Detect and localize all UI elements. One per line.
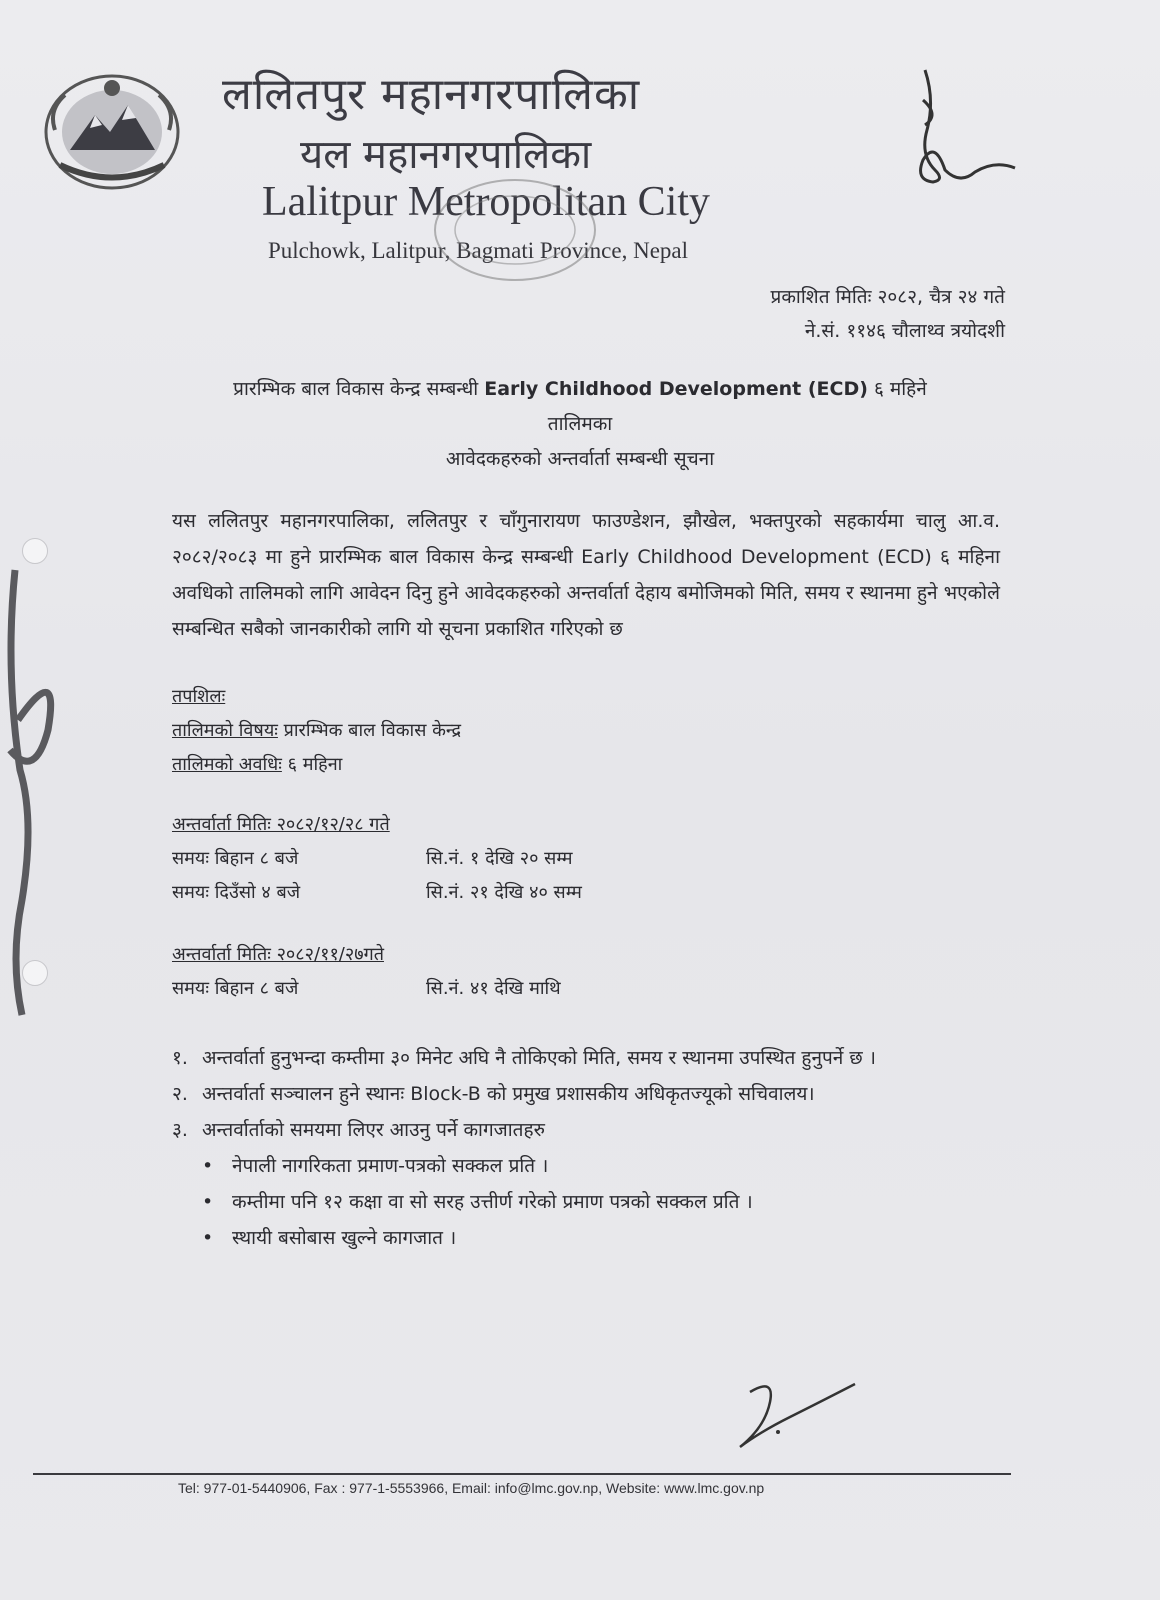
top-signature-mark bbox=[905, 60, 1035, 190]
list-item-text: अन्तर्वार्ताको समयमा लिएर आउनु पर्ने कागजातहरु bbox=[202, 1119, 545, 1141]
list-item bbox=[172, 1076, 972, 1112]
footer-divider bbox=[33, 1473, 1011, 1475]
slot-time: समयः दिउँसो ४ बजे bbox=[172, 882, 301, 903]
interview-slot bbox=[172, 876, 582, 910]
list-item-text: अन्तर्वार्ता हुनुभन्दा कम्तीमा ३० मिनेट अघि नै तोकिएको मिति, समय र स्थानमा उपस्थित हुनुपर्ने छ । bbox=[202, 1047, 876, 1069]
bullet-icon: • bbox=[202, 1191, 214, 1213]
training-duration-row bbox=[172, 748, 461, 782]
document-item bbox=[202, 1184, 972, 1220]
municipality-title-nepali: ललितपुर महानगरपालिका bbox=[222, 69, 641, 120]
subject-line-1-pre: प्रारम्भिक बाल विकास केन्द्र सम्बन्धी bbox=[233, 378, 479, 400]
document-text: स्थायी बसोबास खुल्ने कागजात । bbox=[232, 1227, 457, 1249]
training-duration-value: ६ महिना bbox=[287, 754, 343, 775]
municipality-title-english: Lalitpur Metropolitan City bbox=[262, 179, 710, 225]
training-subject-row bbox=[172, 714, 461, 748]
details-heading: तपशिलः bbox=[172, 686, 226, 707]
list-item-number: १. bbox=[172, 1047, 188, 1069]
notice-subject bbox=[160, 372, 1000, 477]
published-date: प्रकाशित मितिः २०८२, चैत्र २४ गते bbox=[770, 286, 1005, 308]
interview-schedule-2 bbox=[172, 938, 561, 1006]
subject-line-2: तालिमका bbox=[547, 413, 613, 435]
interview-schedule-1 bbox=[172, 808, 582, 910]
publication-dates bbox=[771, 280, 1005, 348]
required-documents-list bbox=[202, 1148, 972, 1256]
training-duration-label: तालिमको अवधिः bbox=[172, 754, 282, 775]
punch-hole bbox=[22, 960, 48, 986]
municipality-address: Pulchowk, Lalitpur, Bagmati Province, Nepal bbox=[268, 238, 689, 263]
interview-date: अन्तर्वार्ता मितिः २०८२/११/२७गते bbox=[172, 944, 384, 965]
subject-line-1-post: ६ महिने bbox=[873, 378, 927, 400]
document-text: कम्तीमा पनि १२ कक्षा वा सो सरह उत्तीर्ण गरेको प्रमाण पत्रको सक्कल प्रति । bbox=[232, 1191, 753, 1213]
slot-range: सि.नं. १ देखि २० सम्म bbox=[426, 848, 573, 869]
document-text: नेपाली नागरिकता प्रमाण-पत्रको सक्कल प्रति । bbox=[232, 1155, 549, 1177]
slot-time: समयः बिहान ८ बजे bbox=[172, 848, 299, 869]
nepal-sambat-date: ने.सं. ११४६ चौलाथ्व त्रयोदशी bbox=[804, 320, 1005, 342]
municipality-title-newari: यल महानगरपालिका bbox=[300, 132, 592, 178]
training-subject-value: प्रारम्भिक बाल विकास केन्द्र bbox=[283, 720, 462, 741]
list-item bbox=[172, 1112, 972, 1148]
list-item-text: अन्तर्वार्ता सञ्चालन हुने स्थानः Block-B को प्रमुख प्रशासकीय अधिकृतज्यूको सचिवालय। bbox=[202, 1083, 815, 1105]
slot-range: सि.नं. ४१ देखि माथि bbox=[426, 978, 561, 999]
document-item bbox=[202, 1220, 972, 1256]
officer-signature bbox=[730, 1372, 860, 1452]
document-item bbox=[202, 1148, 972, 1184]
subject-line-1 bbox=[160, 372, 1000, 407]
punch-hole bbox=[22, 538, 48, 564]
interview-date: अन्तर्वार्ता मितिः २०८२/१२/२८ गते bbox=[172, 814, 390, 835]
bullet-icon: • bbox=[202, 1227, 214, 1249]
list-item-number: २. bbox=[172, 1083, 188, 1105]
slot-time: समयः बिहान ८ बजे bbox=[172, 978, 299, 999]
interview-slot bbox=[172, 972, 561, 1006]
slot-range: सि.नं. २१ देखि ४० सम्म bbox=[426, 882, 582, 903]
training-details bbox=[172, 680, 461, 782]
interview-slot bbox=[172, 842, 582, 876]
footer-contact: Tel: 977-01-5440906, Fax : 977-1-5553966, Email: info@lmc.gov.np, Website: www.lmc.gov.np bbox=[178, 1480, 765, 1496]
list-item bbox=[172, 1040, 972, 1076]
list-item-number: ३. bbox=[172, 1119, 188, 1141]
nepal-emblem-icon bbox=[40, 70, 185, 192]
office-stamp-icon bbox=[425, 170, 605, 290]
training-subject-label: तालिमको विषयः bbox=[172, 720, 278, 741]
subject-line-1-english: Early Childhood Development (ECD) bbox=[484, 378, 868, 400]
subject-line-3: आवेदकहरुको अन्तर्वार्ता सम्बन्धी सूचना bbox=[445, 448, 715, 470]
instructions-list bbox=[172, 1040, 972, 1256]
bullet-icon: • bbox=[202, 1155, 214, 1177]
binding-string-icon bbox=[0, 520, 60, 1020]
notice-body-paragraph: यस ललितपुर महानगरपालिका, ललितपुर र चाँगुनारायण फाउण्डेशन, झौखेल, भक्तपुरको सहकार्यमा चालु आ.व. २०८२/२०८३ मा हुने प्रारम्भिक बाल विकास केन्द्र सम्बन्धी Early Childhood Development (ECD) ६ महिना अवधिको तालिमको लागि आवेदन दिनु हुने आवेदकहरुको अन्तर्वार्ता देहाय बमोजिमको मिति, समय र स्थानमा हुने भएकोले सम्बन्धित सबैको जानकारीको लागि यो सूचना प्रकाशित गरिएको छ bbox=[172, 510, 1000, 640]
